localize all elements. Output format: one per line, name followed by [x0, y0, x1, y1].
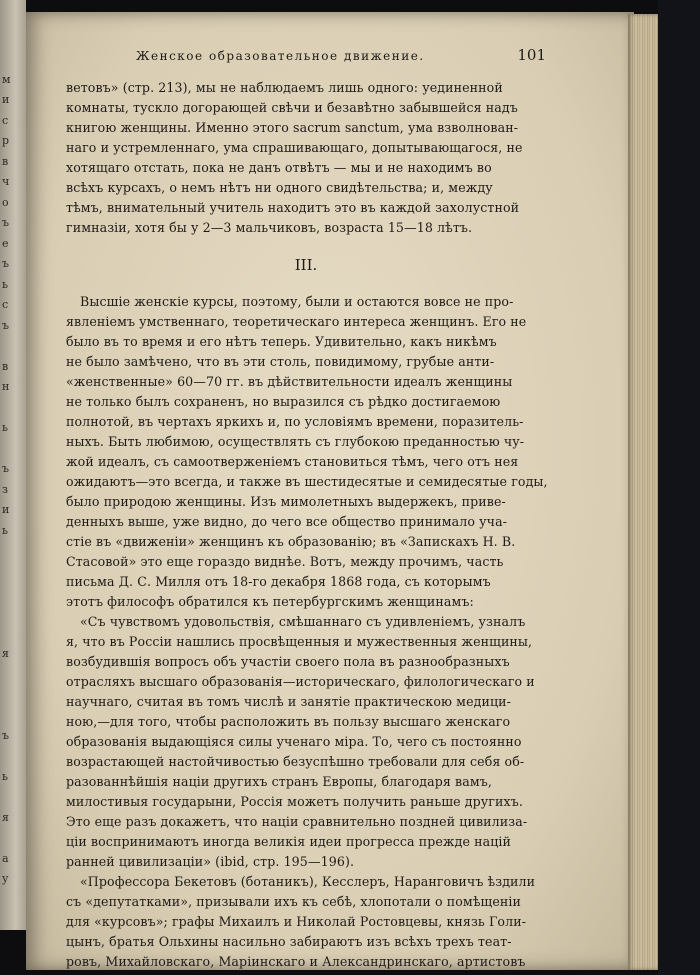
- text-line: Высшіе женскіе курсы, поэтому, были и остаются вовсе не про-: [80, 294, 514, 309]
- left-page-fragment: с: [2, 113, 9, 127]
- left-page-fragment: у: [2, 872, 9, 885]
- running-head-title: Женское образовательное движение.: [136, 49, 425, 63]
- text-line: возрастающей настойчивостью безуспѣшно требовали для себя об-: [66, 754, 525, 769]
- text-line: комнаты, тускло догорающей свѣчи и безавѣтно забывшейся надъ: [66, 100, 518, 115]
- left-page-fragment: ь: [2, 523, 8, 537]
- left-page-fragment: ь: [2, 769, 8, 783]
- text-line: ветовъ» (стр. 213), мы не наблюдаемъ лишь одного: уединенной: [66, 80, 503, 95]
- page-text: [66, 46, 546, 972]
- page-number: 101: [517, 46, 546, 64]
- text-line: не только былъ сохраненъ, но выразился съ рѣдко достигаемою: [66, 394, 501, 409]
- text-line: образованія выдающіяся силы ученаго міра. То, чего съ постоянно: [66, 734, 522, 749]
- left-page-fragment: а: [2, 851, 9, 865]
- page-stack-edge: [628, 14, 658, 970]
- left-page-edge: [0, 0, 26, 930]
- text-line: было природою женщины. Изъ мимолетныхъ выдержекъ, приве-: [66, 494, 506, 509]
- text-line: ранней цивилизаціи» (ibid, стр. 195—196).: [66, 854, 355, 869]
- text-line: возбудившія вопросъ объ участіи своего пола въ разнообразныхъ: [66, 654, 510, 669]
- background-right: [658, 0, 700, 975]
- text-line: было въ то время и его нѣтъ теперь. Удивительно, какъ никѣмъ: [66, 334, 497, 349]
- text-line: денныхъ выше, уже видно, до чего все общество принимало уча-: [66, 514, 508, 529]
- paragraph-2: [66, 292, 546, 612]
- left-page-fragment: м: [2, 72, 11, 86]
- quote-2: [66, 872, 546, 972]
- left-page-fragment: ъ: [2, 728, 9, 742]
- text-line: цынъ, братья Ольхины насильно забираютъ изъ всѣхъ трехъ теат-: [66, 934, 512, 949]
- left-page-fragment: и: [2, 503, 10, 516]
- text-line: научнаго, считая въ томъ числѣ и занятіе практическою медици-: [66, 694, 512, 709]
- text-line: ожидаютъ—это всегда, и также въ шестидесятые и семидесятые годы,: [66, 474, 548, 489]
- text-line: ною,—для того, чтобы расположить въ пользу высшаго женскаго: [66, 714, 511, 729]
- text-line: съ «депутатками», призывали ихъ къ себѣ, хлопотали о помѣщеніи: [66, 894, 521, 909]
- text-line: «Съ чувствомъ удовольствія, смѣшаннаго съ удивленіемъ, узналъ: [80, 614, 526, 629]
- running-head: [136, 46, 546, 64]
- left-page-fragment: я: [2, 646, 9, 660]
- left-page-fragment: р: [2, 134, 10, 147]
- text-line: всѣхъ курсахъ, о немъ нѣтъ ни одного свидѣтельства; и, между: [66, 180, 493, 195]
- left-page-fragment: ь: [2, 277, 8, 291]
- text-line: полнотой, въ чертахъ яркихъ и, по условіямъ времени, поразитель-: [66, 414, 524, 429]
- left-page-fragment: в: [2, 359, 9, 373]
- text-line: Это еще разъ докажетъ, что націи сравнительно поздней цивилиза-: [66, 814, 528, 829]
- left-page-fragment: н: [2, 380, 10, 393]
- left-page-fragment: ъ: [2, 257, 9, 270]
- text-line: отрасляхъ высшаго образованія—историческаго, филологическаго и: [66, 674, 535, 689]
- text-line: наго и устремленнаго, ума спрашивающаго, допытывающагося, не: [66, 140, 523, 155]
- text-line: тѣмъ, внимательный учитель находитъ это въ каждой захолустной: [66, 200, 520, 215]
- left-page-fragment: ч: [2, 175, 10, 188]
- text-line: я, что въ Россіи нашлись просвѣщенныя и мужественныя женщины,: [66, 634, 533, 649]
- quote-1: [66, 612, 546, 872]
- left-page-fragment: о: [2, 195, 9, 209]
- text-line: не было замѣчено, что въ эти столь, повидимому, грубые анти-: [66, 354, 495, 369]
- left-page-fragment: в: [2, 154, 9, 168]
- text-line: книгою женщины. Именно этого sacrum sanctum, ума взволнован-: [66, 120, 519, 135]
- left-page-fragment: ъ: [2, 462, 9, 475]
- left-page-fragment: с: [2, 298, 9, 311]
- text-line: стіе въ «движеніи» женщинъ къ образованію; въ «Запискахъ Н. В.: [66, 534, 516, 549]
- text-line: Стасовой» это еще гораздо виднѣе. Вотъ, между прочимъ, часть: [66, 554, 504, 569]
- left-page-fragment: я: [2, 810, 9, 824]
- text-line: ныхъ. Быть любимою, осуществлять съ глубокою преданностью чу-: [66, 434, 525, 449]
- text-line: хотящаго отстать, пока не данъ отвѣтъ — мы и не находимъ во: [66, 160, 492, 175]
- left-page-fragment: з: [2, 482, 8, 496]
- paragraph-1: [66, 78, 546, 238]
- text-line: разованнѣйшія націи другихъ странъ Европы, благодаря вамъ,: [66, 774, 492, 789]
- text-line: «женственные» 60—70 гг. въ дѣйствительности идеалъ женщины: [66, 374, 513, 389]
- left-page-fragment: ъ: [2, 216, 9, 229]
- text-line: ціи воспринимаютъ иногда великія идеи прогресса прежде націй: [66, 834, 512, 849]
- text-line: жой идеалъ, съ самоотверженіемъ становиться тѣмъ, чего отъ нея: [66, 454, 519, 469]
- left-page-fragment: ь: [2, 421, 8, 434]
- text-line: для «курсовъ»; графы Михаилъ и Николай Ростовцевы, князь Голи-: [66, 914, 527, 929]
- left-page-fragment: е: [2, 236, 9, 250]
- section-heading: III.: [294, 256, 318, 274]
- text-line: гимназіи, хотя бы у 2—3 мальчиковъ, возраста 15—18 лѣтъ.: [66, 220, 473, 235]
- text-line: ровъ, Михайловскаго, Маріинскаго и Александринскаго, артистовъ: [66, 954, 526, 969]
- text-line: письма Д. С. Милля отъ 18-го декабря 1868 года, съ которымъ: [66, 574, 491, 589]
- text-line: этотъ философъ обратился къ петербургскимъ женщинамъ:: [66, 594, 474, 609]
- text-line: «Профессора Бекетовъ (ботаникъ), Кесслеръ, Наранговичъ ѣздили: [80, 874, 536, 889]
- left-page-fragment: и: [2, 93, 10, 106]
- text-line: милостивыя государыни, Россія можетъ получить раньше другихъ.: [66, 794, 523, 809]
- text-line: явленіемъ умственнаго, теоретическаго интереса женщинъ. Его не: [66, 314, 527, 329]
- left-page-fragment: ъ: [2, 318, 9, 332]
